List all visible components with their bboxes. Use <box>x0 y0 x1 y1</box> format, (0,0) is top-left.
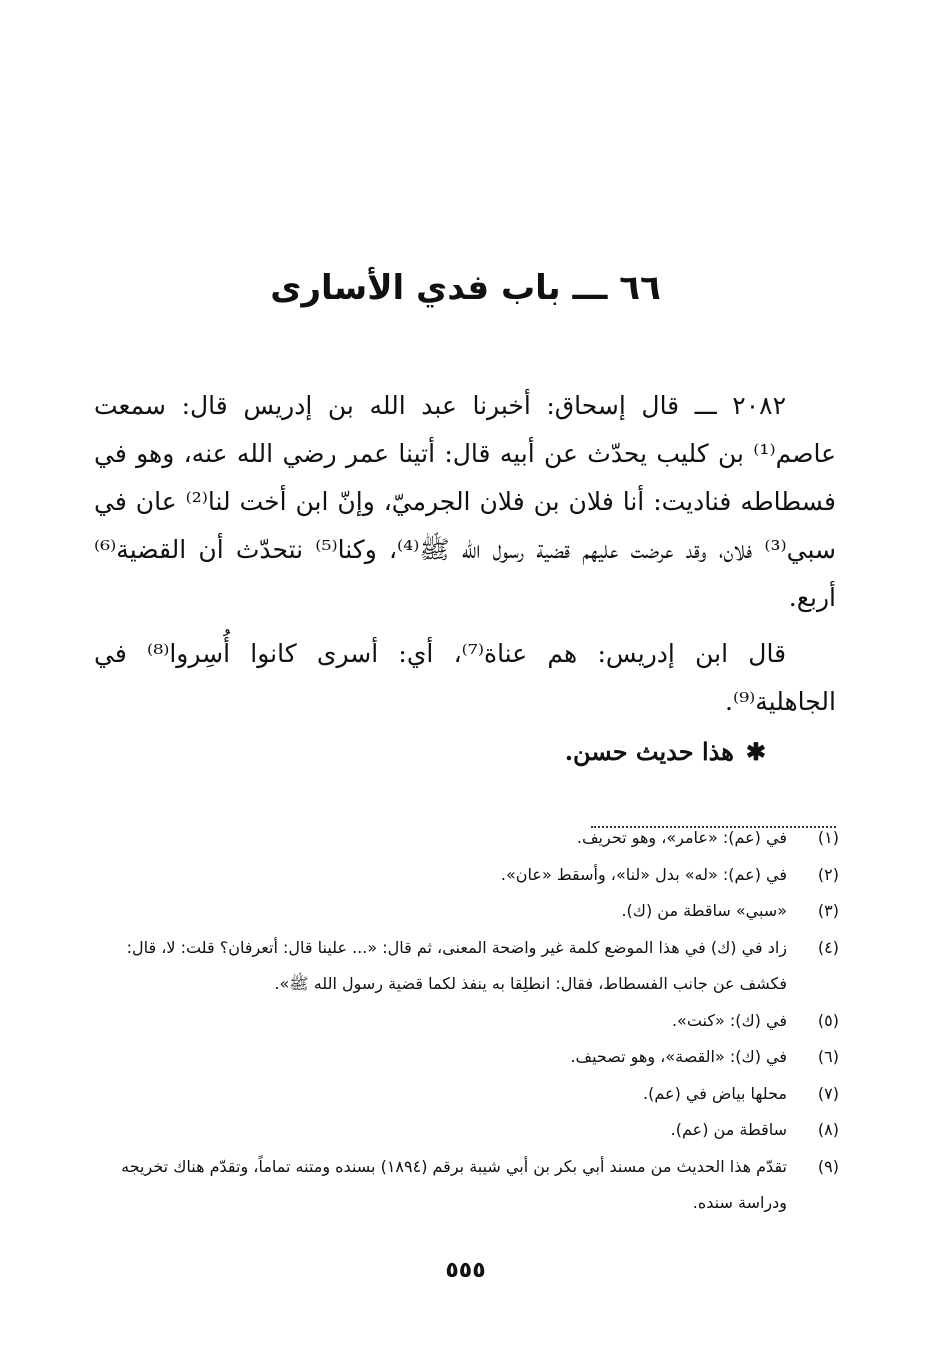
footnote-9 <box>91 1149 839 1222</box>
footnote-7 <box>91 1076 839 1113</box>
footnotes <box>91 820 839 1222</box>
footnote-number: (٩) <box>817 1156 839 1176</box>
footnote-text: في (عم): «عامر»، وهو تحريف. <box>576 828 787 847</box>
hadith-grading <box>565 730 766 774</box>
footnote-4 <box>91 930 839 1003</box>
footnote-5 <box>91 1003 839 1040</box>
page-number: ٥٥٥ <box>445 1258 486 1283</box>
footnote-text: «سبي» ساقطة من (ك). <box>621 901 787 920</box>
footnote-number: (١) <box>817 828 839 847</box>
footnote-number: (٢) <box>817 864 839 884</box>
footnote-1 <box>91 820 839 857</box>
footnote-text: في (ك): «القصة»، وهو تصحيف. <box>570 1047 787 1066</box>
footnote-2 <box>91 857 839 894</box>
footnote-number: (٣) <box>817 901 839 920</box>
footnote-text: زاد في (ك) في هذا الموضع كلمة غير واضحة المعنى، ثم قال: «... علينا قال: أتعرفان؟ قلت: لا، قال: فكشف عن جانب الفسطاط، فقال: انطلِقا به ينفذ لكما قضية رسول الله ﷺ». <box>126 937 787 993</box>
footnote-text: ساقطة من (عم). <box>670 1120 787 1139</box>
footnote-3 <box>91 893 839 930</box>
footnote-8 <box>91 1112 839 1149</box>
hadith-paragraph-2: قال ابن إدريس: هم عناة⁽⁷⁾، أي: أسرى كانوا أُسِروا⁽⁸⁾ في الجاهلية⁽⁹⁾. <box>94 639 836 716</box>
footnote-text: تقدّم هذا الحديث من مسند أبي بكر بن أبي شيبة برقم (١٨٩٤) بسنده ومتنه تماماً، وتقدّم هناك تخريجه ودراسة سنده. <box>121 1156 787 1212</box>
asterisk-icon: ✱ <box>745 737 766 766</box>
grading-text: هذا حديث حسن. <box>564 737 734 766</box>
hadith-text <box>94 382 836 726</box>
footnote-number: (٨) <box>817 1120 839 1139</box>
footnote-text: في (عم): «له» بدل «لنا»، وأسقط «عان». <box>500 864 787 884</box>
footnote-text: في (ك): «كنت». <box>671 1010 787 1030</box>
footnote-number: (٦) <box>817 1047 839 1066</box>
footnote-number: (٤) <box>817 937 839 957</box>
footnote-text: محلها بياض في (عم). <box>643 1083 787 1103</box>
footnote-number: (٧) <box>817 1083 839 1103</box>
chapter-title: ٦٦ ـــ باب فدي الأسارى <box>270 268 661 308</box>
footnote-6 <box>91 1039 839 1076</box>
footnote-number: (٥) <box>817 1010 839 1030</box>
hadith-paragraph-1: ٢٠٨٢ ـــ قال إسحاق: أخبرنا عبد الله بن إدريس قال: سمعت عاصم⁽¹⁾ بن كليب يحدّث عن أبيه قال: أتينا عمر رضي الله عنه، وهو في فسطاطه فناديت: أنا فلان بن فلان الجرميّ، وإنّ ابن أخت لنا⁽²⁾ عان في سبي⁽³⁾ فلان، وقد عرضت عليهم قضية رسول الله ﷺ⁽⁴⁾، وكنا⁽⁵⁾ نتحدّث أن القضية⁽⁶⁾ أربع. <box>94 391 836 612</box>
